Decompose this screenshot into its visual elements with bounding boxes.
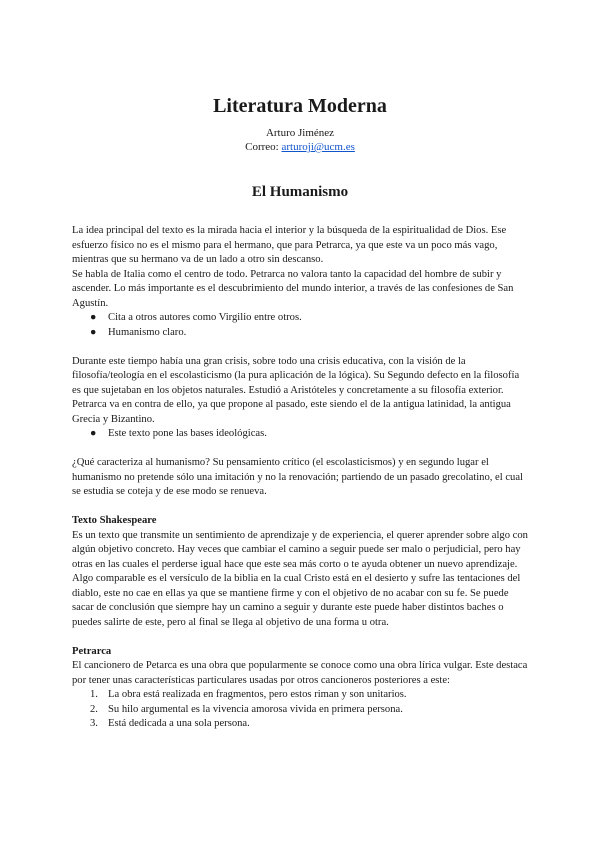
crisis-paragraph-1: Durante este tiempo había una gran crisis, sobre todo una crisis educativa, con la visión de la filosofía/teología en el escolasticismo (la pura aplicación de la lógica). Su Segundo defecto en la filosofía es que sujetaban en los objetos naturales. Estudió a Aristóteles y concretamente a su filosofía exterior.	[72, 355, 520, 396]
email-link[interactable]: arturoji@ucm.es	[281, 141, 355, 153]
shakespeare-paragraph: Es un texto que transmite un sentimiento de aprendizaje y de experiencia, el querer aprender sobre algo con algún objetivo concreto. Hay veces que cambiar el camino a seguir puede ser malo o perjudicial, pero hay otras en las cuales el perderse igual hace que este sea más corto o te ayuda obtener un nuevo aprendizaje. Algo comparable es el versículo de la biblia en la cual Cristo está en el desierto y sufre las tentaciones del diablo, este no cae en ellas ya que se mantiene firme y con el objetivo de no acabar con su fe. Se puede sacar de conclusión que siempre hay un camino a seguir y durante este puede haber distintos baches o puedes salirte de este, pero al final se llega al objetivo de una forma u otra.	[72, 529, 528, 628]
question-paragraph: ¿Qué caracteriza al humanismo? Su pensamiento crítico (el escolasticismos) y en segundo lugar el humanismo no pretende sólo una imitación y no la renovación; partiendo de un pasado grecolatino, el cual se estudia se coteja y de ese modo se renueva.	[72, 457, 523, 497]
document-content	[72, 94, 528, 732]
crisis-bullet-list	[72, 427, 528, 442]
list-item: ● Cita a otros autores como Virgilio entre otros.	[72, 311, 528, 326]
list-item: ● Humanismo claro.	[72, 326, 528, 341]
bullet-icon: ●	[90, 428, 97, 439]
intro-bullet-list	[72, 311, 528, 340]
email-line	[72, 140, 528, 154]
shakespeare-heading: Texto Shakespeare	[72, 515, 157, 526]
email-label: Correo:	[245, 141, 279, 153]
petrarca-heading: Petrarca	[72, 645, 112, 657]
author-name: Arturo Jiménez	[265, 127, 335, 139]
body-text	[72, 224, 528, 732]
crisis-paragraph-2: Petrarca va en contra de ello, ya que propone al pasado, este siendo el de la antigua latinidad, la antigua Grecia y Bizantino.	[72, 399, 511, 425]
intro-paragraph-1: La idea principal del texto es la mirada hacia el interior y la búsqueda de la espiritualidad de Dios. Ese esfuerzo físico no es el mismo para el hermano, que para Petrarca, ya que este va un poco más vago, mientras que su hermano va de un lado a otro sin descanso.	[72, 225, 507, 265]
intro-paragraph-2: Se habla de Italia como el centro de todo. Petrarca no valora tanto la capacidad del hombre de subir y ascender. Lo más importante es el descubrimiento del mundo interior, a través de las confesiones de San Agustín.	[72, 268, 514, 309]
petrarca-numbered-list	[72, 688, 528, 732]
list-item: 2. Su hilo argumental es la vivencia amorosa vivida en primera persona.	[90, 703, 403, 715]
document-title: Literatura Moderna	[213, 95, 387, 117]
list-item: 1. La obra está realizada en fragmentos, pero estos riman y son unitarios.	[90, 689, 407, 700]
list-item: ● Este texto pone las bases ideológicas.	[72, 427, 528, 442]
bullet-icon: ●	[90, 312, 97, 323]
section-title: El Humanismo	[251, 184, 349, 200]
bullet-icon: ●	[90, 326, 97, 338]
list-item: 3. Está dedicada a una sola persona.	[90, 718, 250, 729]
petrarca-paragraph: El cancionero de Petarca es una obra que popularmente se conoce como una obra lírica vulgar. Este destaca por tener unas características particulares usadas por otros cancioneros posteriores a este:	[72, 660, 528, 686]
